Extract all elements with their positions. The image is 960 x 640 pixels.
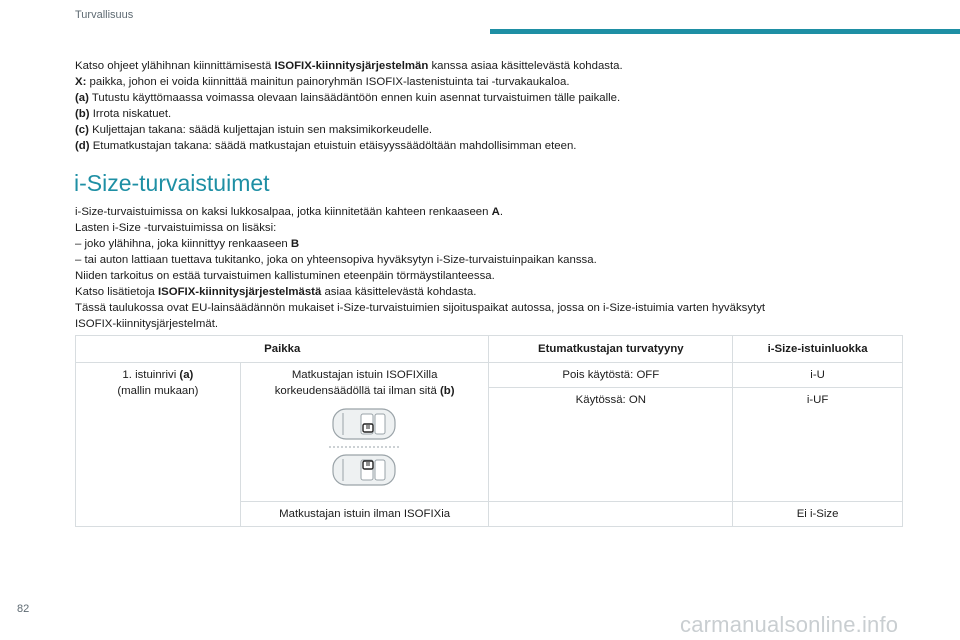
intro-bold-term: ISOFIX-kiinnitysjärjestelmän: [274, 60, 429, 72]
seat-label: [247, 383, 483, 399]
note-b: [75, 106, 905, 122]
body-text: – joko ylähihna, joka kiinnittyy renkaaseen: [75, 238, 291, 250]
row-position-label: [82, 367, 234, 383]
body-para: Tässä taulukossa ovat EU-lainsäädännön mukaiset i-Size-turvaistuimien sijoituspaikat autossa, jossa on i-Size-istuimia varten hyväksytyt: [75, 302, 766, 314]
table-header-row: [76, 336, 903, 363]
note-text: paikka, johon ei voida kiinnittää mainitun painoryhmän ISOFIX-lastenistuinta tai -turvakaukaloa.: [86, 76, 570, 88]
note-text: Tutustu käyttömaassa voimassa olevaan lainsäädäntöön ennen kuin asennat turvaistuimen tälle paikalle.: [88, 92, 621, 104]
note-text: Etumatkustajan takana: säädä matkustajan etuistuin etäisyyssäädöltään mahdollisimman eteen.: [89, 140, 577, 152]
seat-with-isofix-cell: [240, 363, 489, 502]
header-airbag: Etumatkustajan turvatyyny: [489, 336, 733, 363]
intro-text: Katso ohjeet ylähihnan kiinnittämisestä: [75, 60, 275, 72]
row-position-note: (mallin mukaan): [117, 385, 199, 397]
header-isize-class: i-Size-istuinluokka: [733, 336, 903, 363]
ring-b-label: B: [290, 238, 300, 250]
note-key: (c): [75, 124, 89, 136]
class-on-cell: i-UF: [733, 388, 903, 502]
class-off-cell: i-U: [733, 363, 903, 388]
note-key: (b): [75, 108, 90, 120]
page-number: 82: [17, 603, 30, 615]
seat-label: Matkustajan istuin ISOFIXilla: [291, 369, 438, 381]
section-title: i-Size-turvaistuimet: [74, 170, 270, 196]
body-text: .: [499, 206, 504, 218]
note-text: Kuljettajan takana: säädä kuljettajan istuin sen maksimikorkeudelle.: [88, 124, 433, 136]
section-label: Turvallisuus: [75, 9, 134, 21]
ring-a-label: A: [491, 206, 500, 218]
body-para: [75, 284, 915, 300]
table-row: [76, 363, 903, 388]
airbag-off-cell: Pois käytöstä: OFF: [489, 363, 733, 388]
isize-seat-table: [75, 335, 903, 527]
body-text: asiaa käsittelevästä kohdasta.: [321, 286, 477, 298]
header-position: Paikka: [76, 336, 489, 363]
row-position-cell: [76, 363, 241, 527]
body-text: i-Size-turvaistuimissa on kaksi lukkosalpaa, jotka kiinnitetään kahteen renkaaseen: [75, 206, 492, 218]
intro-text: kanssa asiaa käsittelevästä kohdasta.: [428, 60, 623, 72]
note-key: X:: [75, 76, 87, 88]
body-bold-term: ISOFIX-kiinnitysjärjestelmästä: [157, 286, 322, 298]
seat-key: (b): [439, 385, 455, 397]
class-no-isize-cell: Ei i-Size: [733, 502, 903, 527]
row-key: (a): [179, 369, 194, 381]
body-bullet: – tai auton lattiaan tuettava tukitanko, joka on yhteensopiva hyväksytyn i-Size-turvaistuinpaikan kanssa.: [75, 254, 597, 266]
note-x: [75, 74, 905, 90]
note-key: (d): [75, 140, 90, 152]
seat-without-isofix-cell: Matkustajan istuin ilman ISOFIXia: [240, 502, 489, 527]
intro-line: [75, 58, 905, 74]
body-para: ISOFIX-kiinnitysjärjestelmät.: [75, 318, 219, 330]
note-text: Irrota niskatuet.: [89, 108, 172, 120]
body-para: Lasten i-Size -turvaistuimissa on lisäksi:: [75, 222, 277, 234]
intro-notes: [75, 58, 905, 154]
note-a: [75, 90, 905, 106]
child-seat-rearward-icon: [363, 461, 373, 469]
body-para: [75, 204, 915, 220]
body-bullet: [75, 236, 915, 252]
note-key: (a): [75, 92, 89, 104]
child-seat-forward-icon: [363, 424, 373, 432]
airbag-on-cell: Käytössä: ON: [489, 388, 733, 502]
watermark: carmanualsonline.info: [680, 612, 899, 637]
note-c: [75, 122, 905, 138]
car-top-view-icon: [333, 455, 395, 485]
note-d: [75, 138, 905, 154]
body-text: Katso lisätietoja: [75, 286, 158, 298]
header-accent-bar: [490, 29, 960, 34]
body-para: Niiden tarkoitus on estää turvaistuimen kallistuminen eteenpäin törmäystilanteessa.: [75, 270, 495, 282]
section-body: [75, 204, 915, 332]
car-seat-diagram: [325, 405, 405, 489]
row-text: 1. istuinrivi: [122, 369, 180, 381]
airbag-empty-cell: [489, 502, 733, 527]
seat-text: korkeudensäädöllä tai ilman sitä: [274, 385, 440, 397]
car-seat-figure: [325, 405, 405, 494]
